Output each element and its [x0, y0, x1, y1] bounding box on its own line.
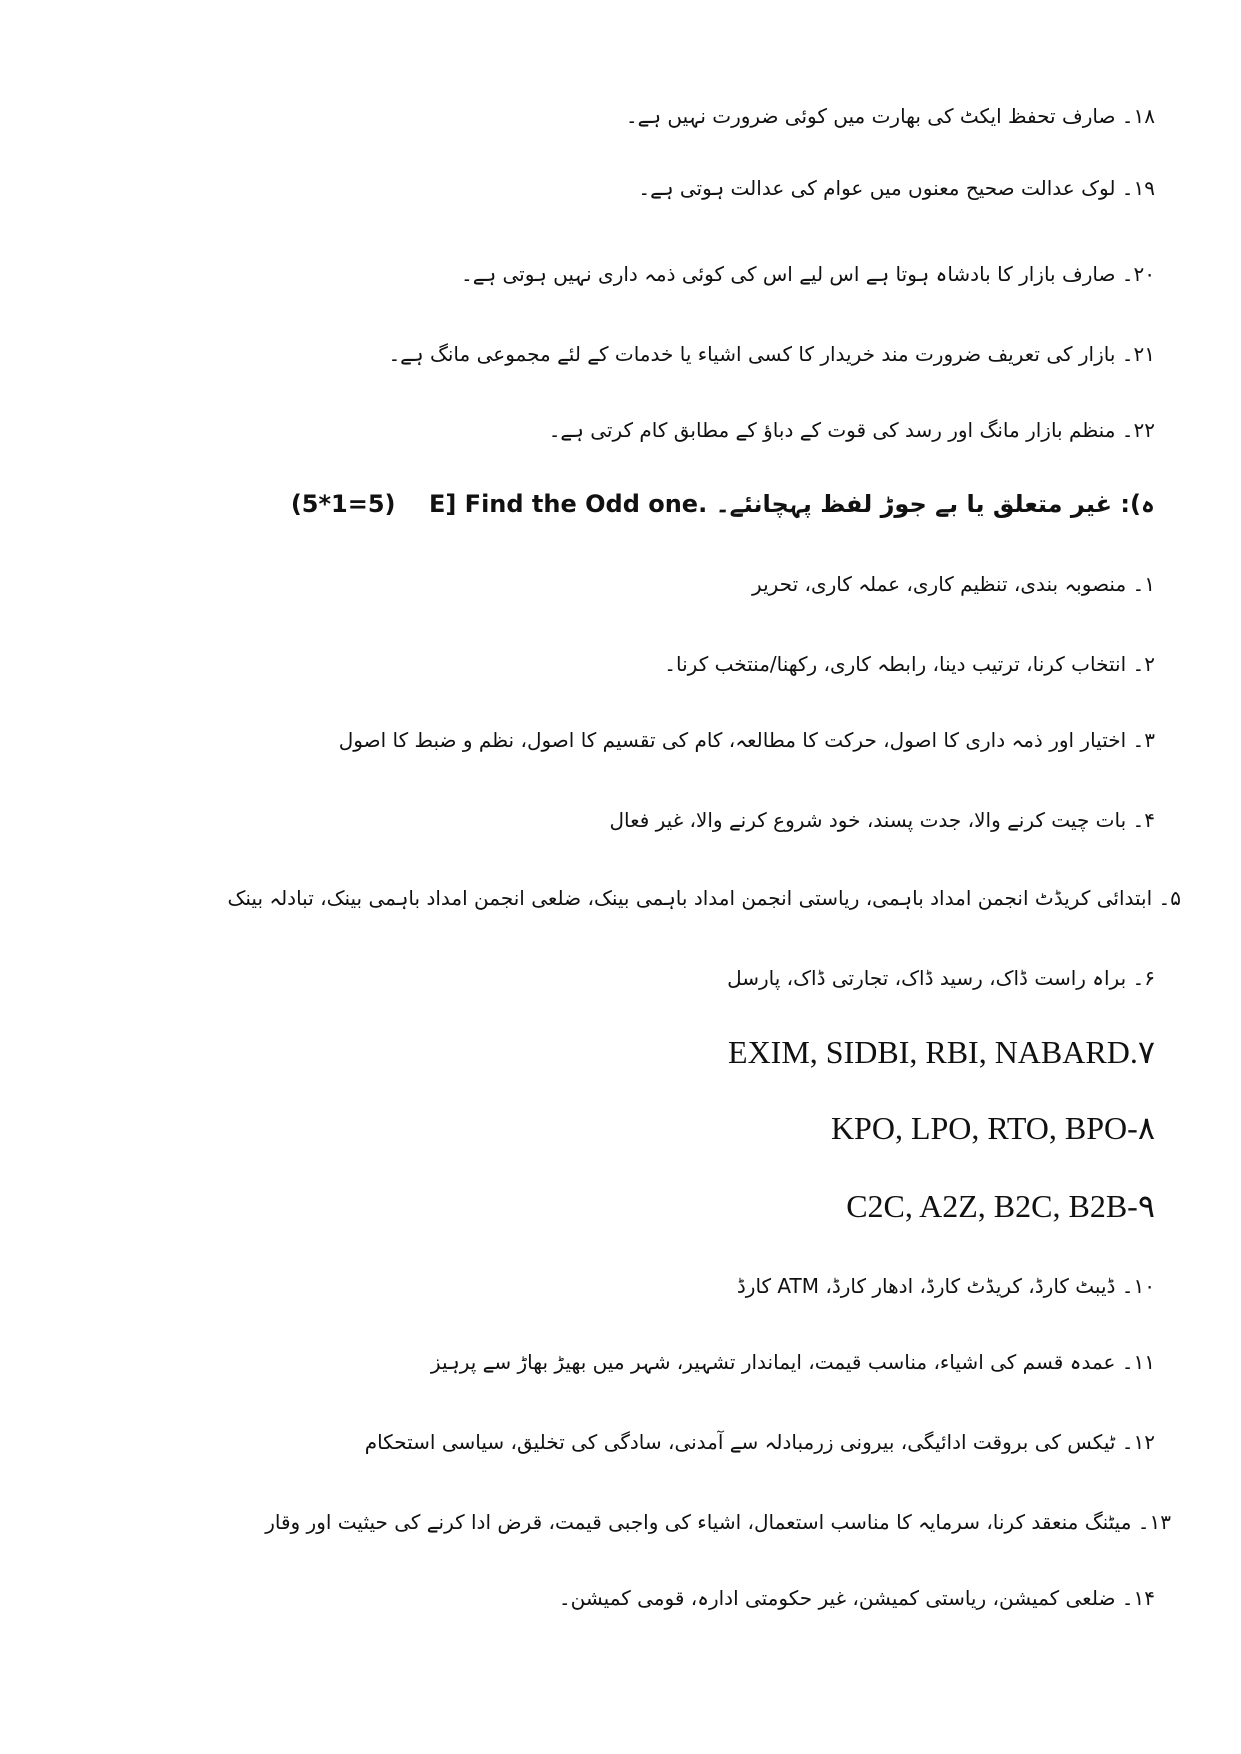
odd-one-item-8: KPO, LPO, RTO, BPO-۸ — [830, 1110, 1155, 1146]
odd-one-item-7: EXIM, SIDBI, RBI, NABARD.۷ — [728, 1034, 1155, 1070]
statement-18: ۱۸۔ صارف تحفظ ایکٹ کی بھارت میں کوئی ضرورت نہیں ہے۔ — [625, 104, 1155, 128]
statement-21: ۲۱۔ بازار کی تعریف ضرورت مند خریدار کا کسی اشیاء یا خدمات کے لئے مجموعی مانگ ہے۔ — [388, 342, 1155, 366]
statement-19: ۱۹۔ لوک عدالت صحیح معنوں میں عوام کی عدالت ہوتی ہے۔ — [638, 176, 1155, 200]
odd-one-item-14: ۱۴۔ ضلعی کمیشن، ریاستی کمیشن، غیر حکومتی ادارہ، قومی کمیشن۔ — [558, 1586, 1155, 1610]
odd-one-item-6: ۶۔ براہ راست ڈاک، رسید ڈاک، تجارتی ڈاک، پارسل — [727, 966, 1155, 990]
statement-20: ۲۰۔ صارف بازار کا بادشاہ ہوتا ہے اس لیے اس کی کوئی ذمہ داری نہیں ہوتی ہے۔ — [461, 262, 1155, 286]
odd-one-item-1: ۱۔ منصوبہ بندی، تنظیم کاری، عملہ کاری، تحریر — [752, 572, 1155, 596]
odd-one-item-3: ۳۔ اختیار اور ذمہ داری کا اصول، حرکت کا مطالعہ، کام کی تقسیم کا اصول، نظم و ضبط کا اصول — [338, 728, 1155, 752]
odd-one-item-2: ۲۔ انتخاب کرنا، ترتیب دینا، رابطہ کاری، رکھنا/منتخب کرنا۔ — [664, 652, 1155, 676]
section-heading — [291, 484, 1155, 524]
odd-one-item-4: ۴۔ بات چیت کرنے والا، جدت پسند، خود شروع کرنے والا، غیر فعال — [609, 808, 1155, 832]
section-marks: (5*1=5) — [290, 490, 396, 518]
odd-one-item-10: ۱۰۔ ڈیبٹ کارڈ، کریڈٹ کارڈ، ادھار کارڈ، ATM کارڈ — [736, 1274, 1155, 1298]
statement-22: ۲۲۔ منظم بازار مانگ اور رسد کی قوت کے دباؤ کے مطابق کام کرتی ہے۔ — [548, 418, 1155, 442]
odd-one-item-12: ۱۲۔ ٹیکس کی بروقت ادائیگی، بیرونی زرمبادلہ سے آمدنی، سادگی کی تخلیق، سیاسی استحکام — [364, 1430, 1155, 1454]
odd-one-item-13: ۱۳۔ میٹنگ منعقد کرنا، سرمایہ کا مناسب استعمال، اشیاء کی واجبی قیمت، قرض ادا کرنے کی حیثیت اور وقار — [265, 1510, 1171, 1534]
odd-one-item-5: ۵۔ ابتدائی کریڈٹ انجمن امداد باہمی، ریاستی انجمن امداد باہمی بینک، ضلعی انجمن امداد باہمی بینک، تبادلہ بینک — [227, 886, 1181, 910]
section-urdu-title: ہ): غیر متعلق یا بے جوڑ لفظ پہچانئے۔ — [715, 490, 1155, 518]
section-english-title: E] Find the Odd one. — [428, 490, 708, 518]
odd-one-item-11: ۱۱۔ عمدہ قسم کی اشیاء، مناسب قیمت، ایماندار تشہیر، شہر میں بھیڑ بھاڑ سے پرہیز — [430, 1350, 1155, 1374]
odd-one-item-9: C2C, A2Z, B2C, B2B-۹ — [846, 1188, 1155, 1224]
